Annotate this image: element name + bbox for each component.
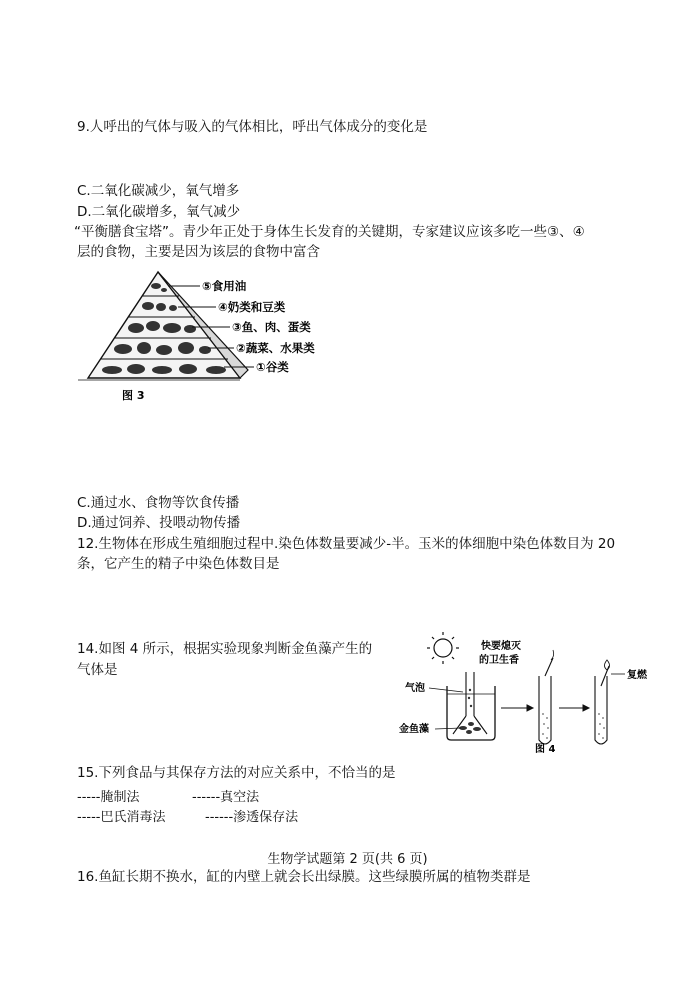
pyramid-label-1: ①谷类 bbox=[256, 360, 289, 374]
figure-4-caption: 图 4 bbox=[535, 744, 556, 755]
test-tube-2-liquid bbox=[598, 713, 605, 739]
test-tube-1-liquid bbox=[542, 713, 549, 739]
question-12-line-2: 条，它产生的精子中染色体数目是 bbox=[77, 556, 280, 572]
bubble-leader-line bbox=[429, 688, 463, 692]
pyramid-label-2: ②蔬菜、水果类 bbox=[236, 341, 315, 355]
pyramid-label-3: ③鱼、肉、蛋类 bbox=[232, 320, 311, 334]
question-14-line-1: 14.如图 4 所示，根据实验现象判断金鱼藻产生的 bbox=[77, 641, 373, 657]
question-15-item-a: -----腌制法 bbox=[77, 790, 140, 805]
question-11-option-d: D.通过饲养、投喂动物传播 bbox=[77, 515, 241, 531]
page-footer: 生物学试题第 2 页(共 6 页) bbox=[267, 852, 428, 867]
question-15-item-c: -----巴氏消毒法 bbox=[77, 810, 166, 825]
question-10-line-1: “平衡膳食宝塔”。青少年正处于身体生长发育的关键期，专家建议应该多吃一些③、④ bbox=[74, 224, 585, 240]
pondweed-label: 金鱼藻 bbox=[399, 724, 429, 735]
pondweed-plant bbox=[459, 689, 481, 734]
question-12-line-1: 12.生物体在形成生殖细胞过程中.染色体数量要减少-半。玉米的体细胞中染色体数目为 20 bbox=[77, 536, 616, 552]
question-9-option-d: D.二氧化碳增多，氧气减少 bbox=[77, 204, 241, 220]
arrow-1 bbox=[501, 705, 533, 711]
flame-icon bbox=[605, 660, 610, 670]
question-9-stem: 9.人呼出的气体与吸入的气体相比，呼出气体成分的变化是 bbox=[77, 119, 428, 135]
question-9-option-c: C.二氧化碳减少，氧气增多 bbox=[77, 183, 240, 199]
question-10-line-2: 层的食物，主要是因为该层的食物中富含 bbox=[77, 244, 320, 260]
figure-3-caption: 图 3 bbox=[122, 389, 145, 402]
question-15-stem: 15.下列食品与其保存方法的对应关系中，不恰当的是 bbox=[77, 765, 396, 781]
question-16-stem: 16.鱼缸长期不换水，缸的内壁上就会长出绿膜。这些绿膜所属的植物类群是 bbox=[77, 869, 531, 885]
arrow-2 bbox=[559, 705, 589, 711]
test-tube-2 bbox=[595, 676, 607, 744]
question-15-item-b: ------真空法 bbox=[192, 790, 260, 805]
rekindle-label: 复燃 bbox=[627, 670, 647, 681]
pyramid-label-4: ④奶类和豆类 bbox=[218, 300, 286, 314]
smoldering-splint bbox=[545, 658, 553, 676]
splint-label-line-2: 的卫生香 bbox=[479, 655, 519, 666]
test-tube-1 bbox=[539, 676, 551, 744]
food-pyramid-figure bbox=[78, 266, 378, 408]
question-15-item-d: ------渗透保存法 bbox=[205, 810, 299, 825]
sun-icon bbox=[427, 632, 459, 664]
question-14-line-2: 气体是 bbox=[77, 662, 118, 678]
bubble-label: 气泡 bbox=[405, 683, 425, 694]
pyramid-label-5: ⑤食用油 bbox=[202, 279, 247, 293]
pondweed-experiment-figure bbox=[393, 628, 658, 758]
question-11-option-c: C.通过水、食物等饮食传播 bbox=[77, 495, 240, 511]
splint-label-line-1: 快要熄灭 bbox=[481, 641, 521, 652]
